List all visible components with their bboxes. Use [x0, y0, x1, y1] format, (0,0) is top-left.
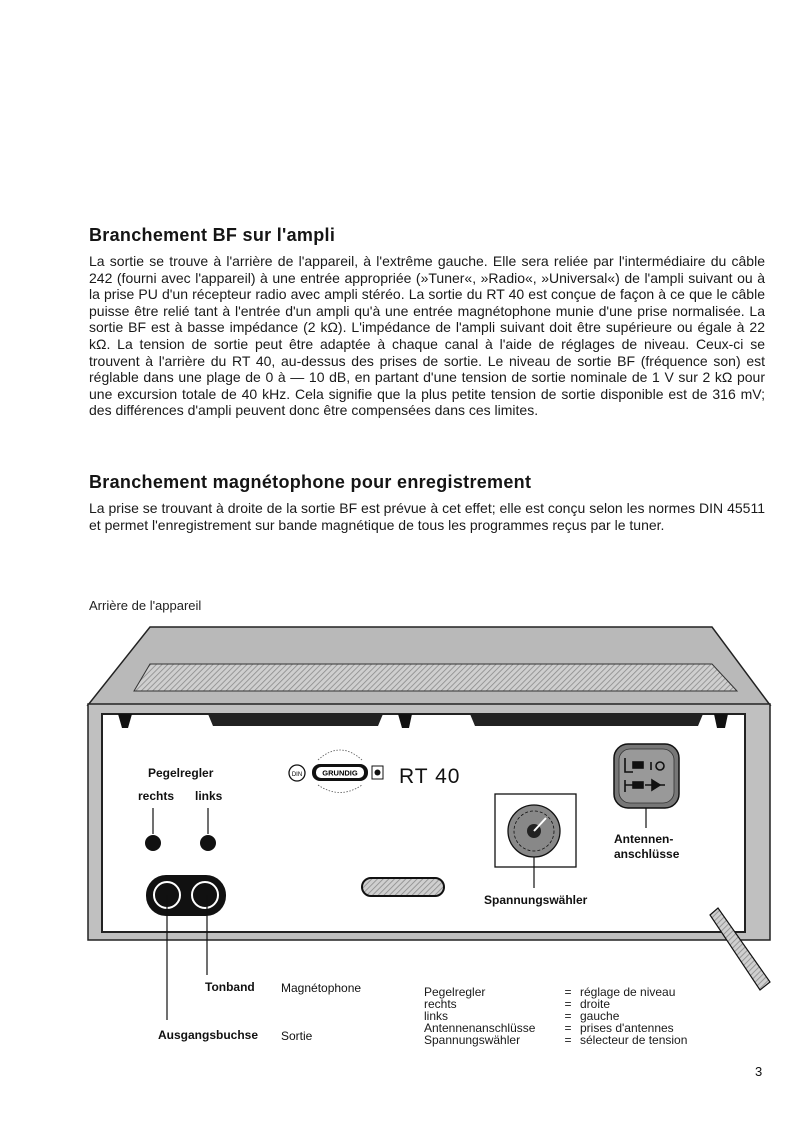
label-antennen-line2: anschlüsse — [614, 847, 680, 861]
label-ausgangsbuchse: Ausgangsbuchse — [158, 1028, 259, 1042]
legend-term: Antennenanschlüsse — [424, 1021, 536, 1035]
section-text-recording: La prise se trouvant à droite de la sortie BF est prévue à cet effet; elle est conçu selon les normes DIN 45511 et permet l'enregistrement sur bande magnétique de tous les programmes reçus par le tuner. — [89, 500, 765, 533]
legend-equals: = — [564, 985, 572, 999]
page-number: 3 — [755, 1064, 763, 1079]
label-links: links — [195, 789, 223, 803]
brand-name: GRUNDIG — [322, 768, 358, 778]
translation-legend — [424, 986, 687, 1046]
label-spannungswahler: Spannungswähler — [484, 893, 588, 907]
top-vent-grille — [134, 664, 737, 691]
legend-equals: = — [564, 1021, 572, 1035]
legend-term: links — [424, 1009, 449, 1023]
legend-term: Spannungswähler — [424, 1033, 521, 1047]
legend-row — [424, 1034, 687, 1046]
label-tonband: Tonband — [205, 980, 255, 994]
legend-translation: sélecteur de tension — [580, 1033, 688, 1047]
legend-translation: prises d'antennes — [580, 1021, 674, 1035]
label-ausgangsbuchse-fr: Sortie — [281, 1029, 313, 1043]
figure-caption: Arrière de l'appareil — [89, 598, 202, 613]
label-antennen-line1: Antennen- — [614, 832, 674, 846]
legend-translation: réglage de niveau — [580, 985, 676, 999]
legend-term: rechts — [424, 997, 457, 1011]
legend-translation: gauche — [580, 1009, 620, 1023]
legend-translation: droite — [580, 997, 611, 1011]
legend-equals: = — [564, 1009, 572, 1023]
label-tonband-fr: Magnétophone — [281, 981, 362, 995]
model-name: RT 40 — [399, 765, 461, 788]
legend-term: Pegelregler — [424, 985, 486, 999]
legend-row — [424, 998, 687, 1010]
section-heading-bf: Branchement BF sur l'ampli — [89, 225, 336, 245]
legend-row — [424, 986, 687, 998]
label-pegelregler: Pegelregler — [148, 766, 214, 780]
legend-equals: = — [564, 1033, 572, 1047]
label-rechts: rechts — [138, 789, 175, 803]
vde-mark-icon — [372, 766, 383, 779]
section-text-bf: La sortie se trouve à l'arrière de l'appareil, à l'extrême gauche. Elle sera reliée par l'intermédiaire du câble 242 (fourni avec l'appareil) à une entrée appropriée (»Tuner«, »Radio«, »Universal«) de l'ampli suivant ou à la prise PU d'un récepteur radio avec ampli stéréo. La sortie du RT 40 est conçue de façon à ce que le câble puisse être relié tant à l'entrée d'un ampli qu'à une entrée magnétophone munie d'une prise normalisée. La sortie BF est à basse impédance (2 kΩ). L'impédance de l'ampli suivant doit être supérieure ou égale à 22 kΩ. La tension de sortie peut être adaptée à chaque canal à l'aide de réglages de niveau. Ceux-ci se trouvent à l'arrière du RT 40, au-dessus des prises de sortie. Le niveau de sortie BF (fréquence son) est réglable dans une plage de 0 à — 10 dB, en partant d'une tension de sortie nominale de 1 V sur 2 kΩ pour une excursion totale de 40 kHz. Cela signifie que la plus petite tension de sortie disponible est de 316 mV; des différences d'ampli peuvent donc être compensées dans ces limites. — [89, 253, 765, 419]
level-knob-left — [200, 835, 216, 851]
svg-text:DIN: DIN — [291, 772, 303, 778]
level-knob-right — [145, 835, 161, 851]
handle-slot — [362, 878, 444, 896]
legend-equals: = — [564, 997, 572, 1011]
section-heading-recording: Branchement magnétophone pour enregistrement — [89, 472, 532, 492]
